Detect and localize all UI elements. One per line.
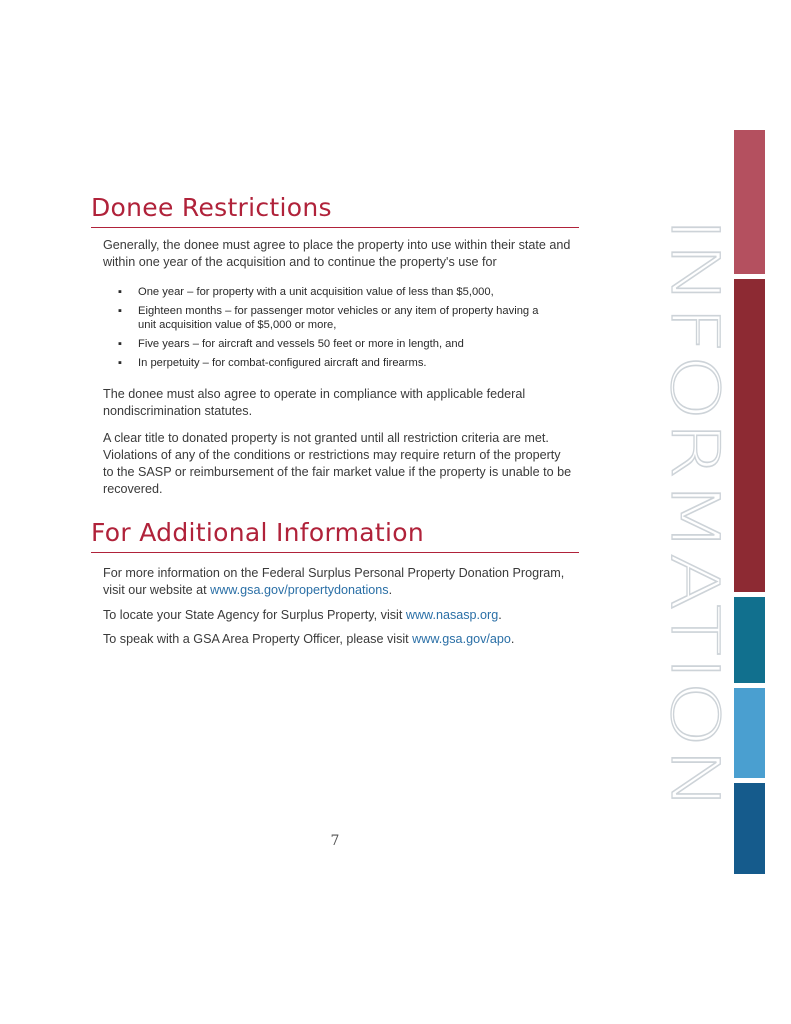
donee-compliance-paragraph: The donee must also agree to operate in compliance with applicable federal nondiscrimination statutes.	[103, 387, 526, 418]
state-agency-text: To locate your State Agency for Surplus Property, visit	[103, 608, 406, 622]
side-tab-maroon	[734, 279, 765, 592]
list-item	[118, 285, 548, 299]
bullet-icon: ▪	[118, 305, 122, 317]
area-officer-text: To speak with a GSA Area Property Officer, please visit	[103, 632, 413, 646]
side-tab-navy	[734, 783, 765, 874]
information-side-label	[610, 215, 733, 815]
state-agency-period: .	[498, 608, 502, 622]
additional-heading-rule	[91, 552, 579, 553]
property-donations-link[interactable]: www.gsa.gov/propertydonations	[210, 583, 389, 597]
donee-restrictions-list	[118, 285, 548, 375]
list-item-text: Eighteen months – for passenger motor vehicles or any item of property having a unit acquisition value of $5,000 or more,	[138, 305, 539, 331]
side-tab-teal	[734, 597, 765, 683]
more-info-paragraph	[103, 565, 573, 599]
side-tab-light-blue	[734, 688, 765, 778]
donee-restrictions-heading: Donee Restrictions	[91, 193, 332, 222]
list-item	[118, 356, 548, 370]
list-item	[118, 304, 548, 332]
state-agency-paragraph	[103, 607, 573, 624]
information-side-text: INFORMATION	[656, 217, 733, 680]
more-info-text: For more information on the Federal Surplus Personal Property Donation Program, visit our website at	[103, 566, 565, 597]
additional-information-heading: For Additional Information	[91, 518, 424, 547]
side-tab-rose	[734, 130, 765, 274]
area-officer-period: .	[510, 632, 515, 646]
list-item-text: In perpetuity – for combat-configured aircraft and firearms.	[138, 357, 427, 369]
donee-intro-paragraph: Generally, the donee must agree to place the property into use within their state and within one year of the acquisition and to continue the property's use for	[103, 238, 571, 269]
bullet-icon: ▪	[118, 286, 122, 298]
list-item	[118, 337, 548, 351]
more-info-period: .	[388, 583, 393, 597]
bullet-icon: ▪	[118, 357, 122, 369]
area-officer-paragraph	[103, 631, 573, 648]
nasasp-link[interactable]: www.nasasp.org	[405, 608, 499, 622]
donee-title-paragraph: A clear title to donated property is not granted until all restriction criteria are met. Violations of any of the conditions or restrictions may require return of the property to the SASP or reimbursement of the fair market value if the property is unable to be recovered.	[103, 431, 572, 496]
apo-link[interactable]: www.gsa.gov/apo	[412, 632, 511, 646]
list-item-text: One year – for property with a unit acquisition value of less than $5,000,	[138, 286, 494, 298]
page-number: 7	[330, 833, 340, 849]
list-item-text: Five years – for aircraft and vessels 50 feet or more in length, and	[138, 338, 464, 350]
bullet-icon: ▪	[118, 338, 122, 350]
donee-heading-rule	[91, 227, 579, 228]
